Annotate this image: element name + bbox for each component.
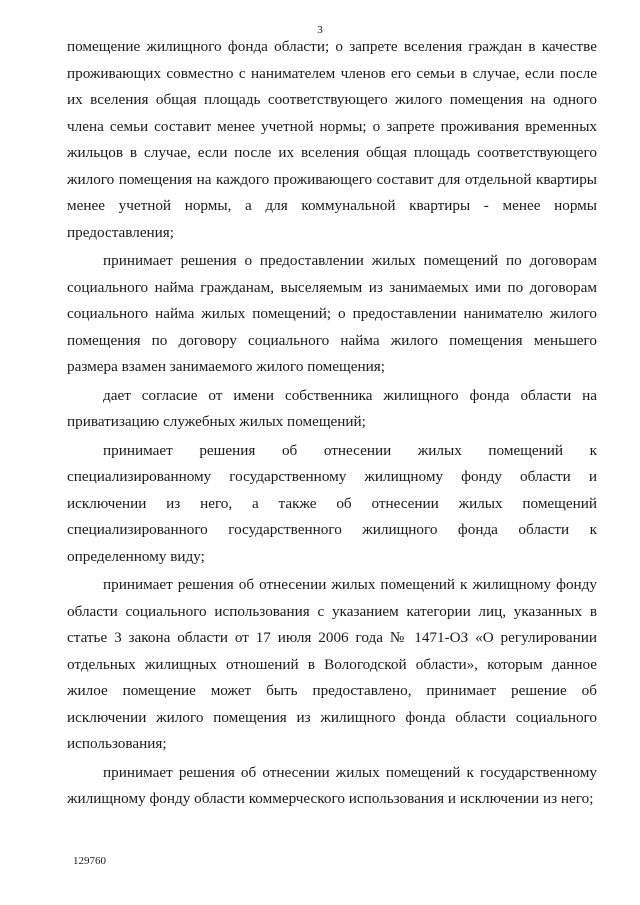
paragraph-4: принимает решения об отнесении жилых помещений к специализированному государственному жилищному фонду области и исключении из него, а также об отнесении жилых помещений специализированного государственного жилищного фонда области к определенному виду; <box>67 441 597 565</box>
paragraph-2: принимает решения о предоставлении жилых помещений по договорам социального найма гражданам, выселяемым из занимаемых ими по договорам социального найма жилых помещений; о предоставлении нанимателю жилого помещения по договору социального найма жилого помещения меньшего размера взамен занимаемого жилого помещения; <box>67 252 597 375</box>
paragraph-1: помещение жилищного фонда области; о запрете вселения граждан в качестве проживающих совместно с нанимателем членов его семьи в случае, если после их вселения общая площадь соответствующего жилого помещения на одного члена семьи составит менее учетной нормы; о запрете проживания временных жильцов в случае, если после их вселения общая площадь соответствующего жилого помещения на каждого проживающего составит для отдельной квартиры менее учетной нормы, а для коммунальной квартиры - менее нормы предоставления; <box>67 38 597 241</box>
document-code: 129760 <box>73 855 106 867</box>
paragraph-5: принимает решения об отнесении жилых помещений к жилищному фонду области социального использования с указанием категории лиц, указанных в статье 3 закона области от 17 июля 2006 года № 1471-ОЗ «О регулировании отдельных жилищных отношений в Вологодской области», которым данное жилое помещение может быть предоставлено, принимает решение об исключении жилого помещения из жилищного фонда области социального использования; <box>67 576 597 752</box>
page-number: 3 <box>317 24 323 36</box>
paragraph-6: принимает решения об отнесении жилых помещений к государственному жилищному фонду области коммерческого использования и исключении из него; <box>67 763 597 807</box>
document-body <box>67 34 597 813</box>
paragraph-3: дает согласие от имени собственника жилищного фонда области на приватизацию служебных жилых помещений; <box>67 386 597 430</box>
